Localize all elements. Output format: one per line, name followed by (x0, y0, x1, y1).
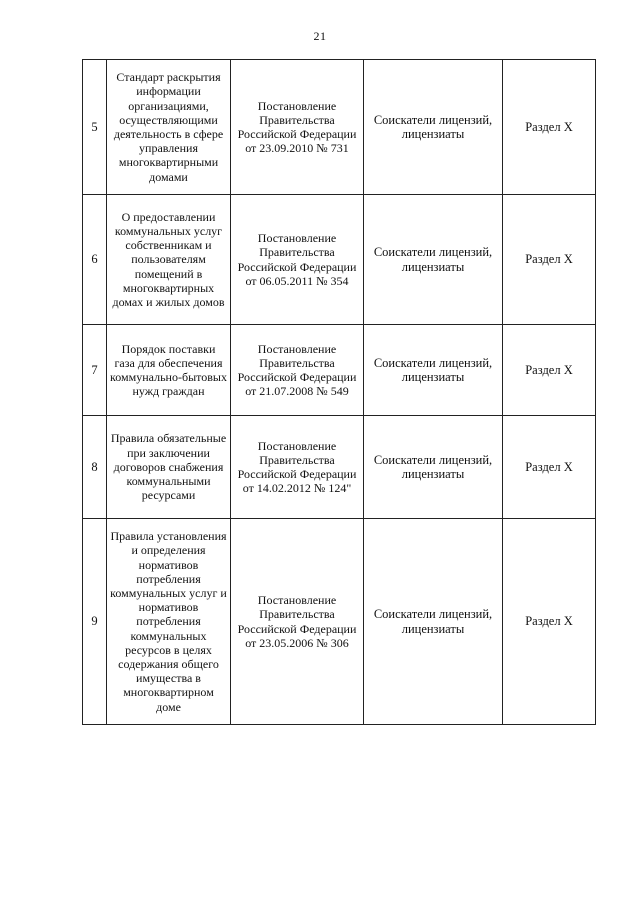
applicable-subjects: Соискатели лицензий, лицензиаты (364, 416, 503, 519)
page-number: 21 (313, 29, 327, 43)
table-row (83, 416, 596, 519)
legal-act: Постановление Правительства Российской Федерации от 23.05.2006 № 306 (231, 519, 364, 725)
section-reference: Раздел X (503, 416, 596, 519)
row-number: 7 (83, 325, 107, 416)
row-number: 6 (83, 195, 107, 325)
row-number: 5 (83, 60, 107, 195)
applicable-subjects: Соискатели лицензий, лицензиаты (364, 60, 503, 195)
table-row (83, 325, 596, 416)
document-title: Правила обязательные при заключении договоров снабжения коммунальными ресурсами (107, 416, 231, 519)
applicable-subjects: Соискатели лицензий, лицензиаты (364, 325, 503, 416)
row-number: 9 (83, 519, 107, 725)
section-reference: Раздел X (503, 60, 596, 195)
row-number: 8 (83, 416, 107, 519)
legal-act: Постановление Правительства Российской Федерации от 23.09.2010 № 731 (231, 60, 364, 195)
legal-act: Постановление Правительства Российской Федерации от 06.05.2011 № 354 (231, 195, 364, 325)
table-row (83, 519, 596, 725)
applicable-subjects: Соискатели лицензий, лицензиаты (364, 519, 503, 725)
legal-act: Постановление Правительства Российской Федерации от 14.02.2012 № 124" (231, 416, 364, 519)
document-title: Стандарт раскрытия информации организациями, осуществляющими деятельность в сфере управления многоквартирными домами (107, 60, 231, 195)
document-title: О предоставлении коммунальных услуг собственникам и пользователям помещений в многоквартирных домах и жилых домов (107, 195, 231, 325)
section-reference: Раздел X (503, 195, 596, 325)
table-row (83, 60, 596, 195)
document-title: Правила установления и определения нормативов потребления коммунальных услуг и нормативов потребления коммунальных ресурсов в целях содержания общего имущества в многоквартирном доме (107, 519, 231, 725)
document-title: Порядок поставки газа для обеспечения коммунально-бытовых нужд граждан (107, 325, 231, 416)
section-reference: Раздел X (503, 519, 596, 725)
legal-act: Постановление Правительства Российской Федерации от 21.07.2008 № 549 (231, 325, 364, 416)
section-reference: Раздел X (503, 325, 596, 416)
regulations-table (82, 59, 596, 725)
applicable-subjects: Соискатели лицензий, лицензиаты (364, 195, 503, 325)
table-row (83, 195, 596, 325)
